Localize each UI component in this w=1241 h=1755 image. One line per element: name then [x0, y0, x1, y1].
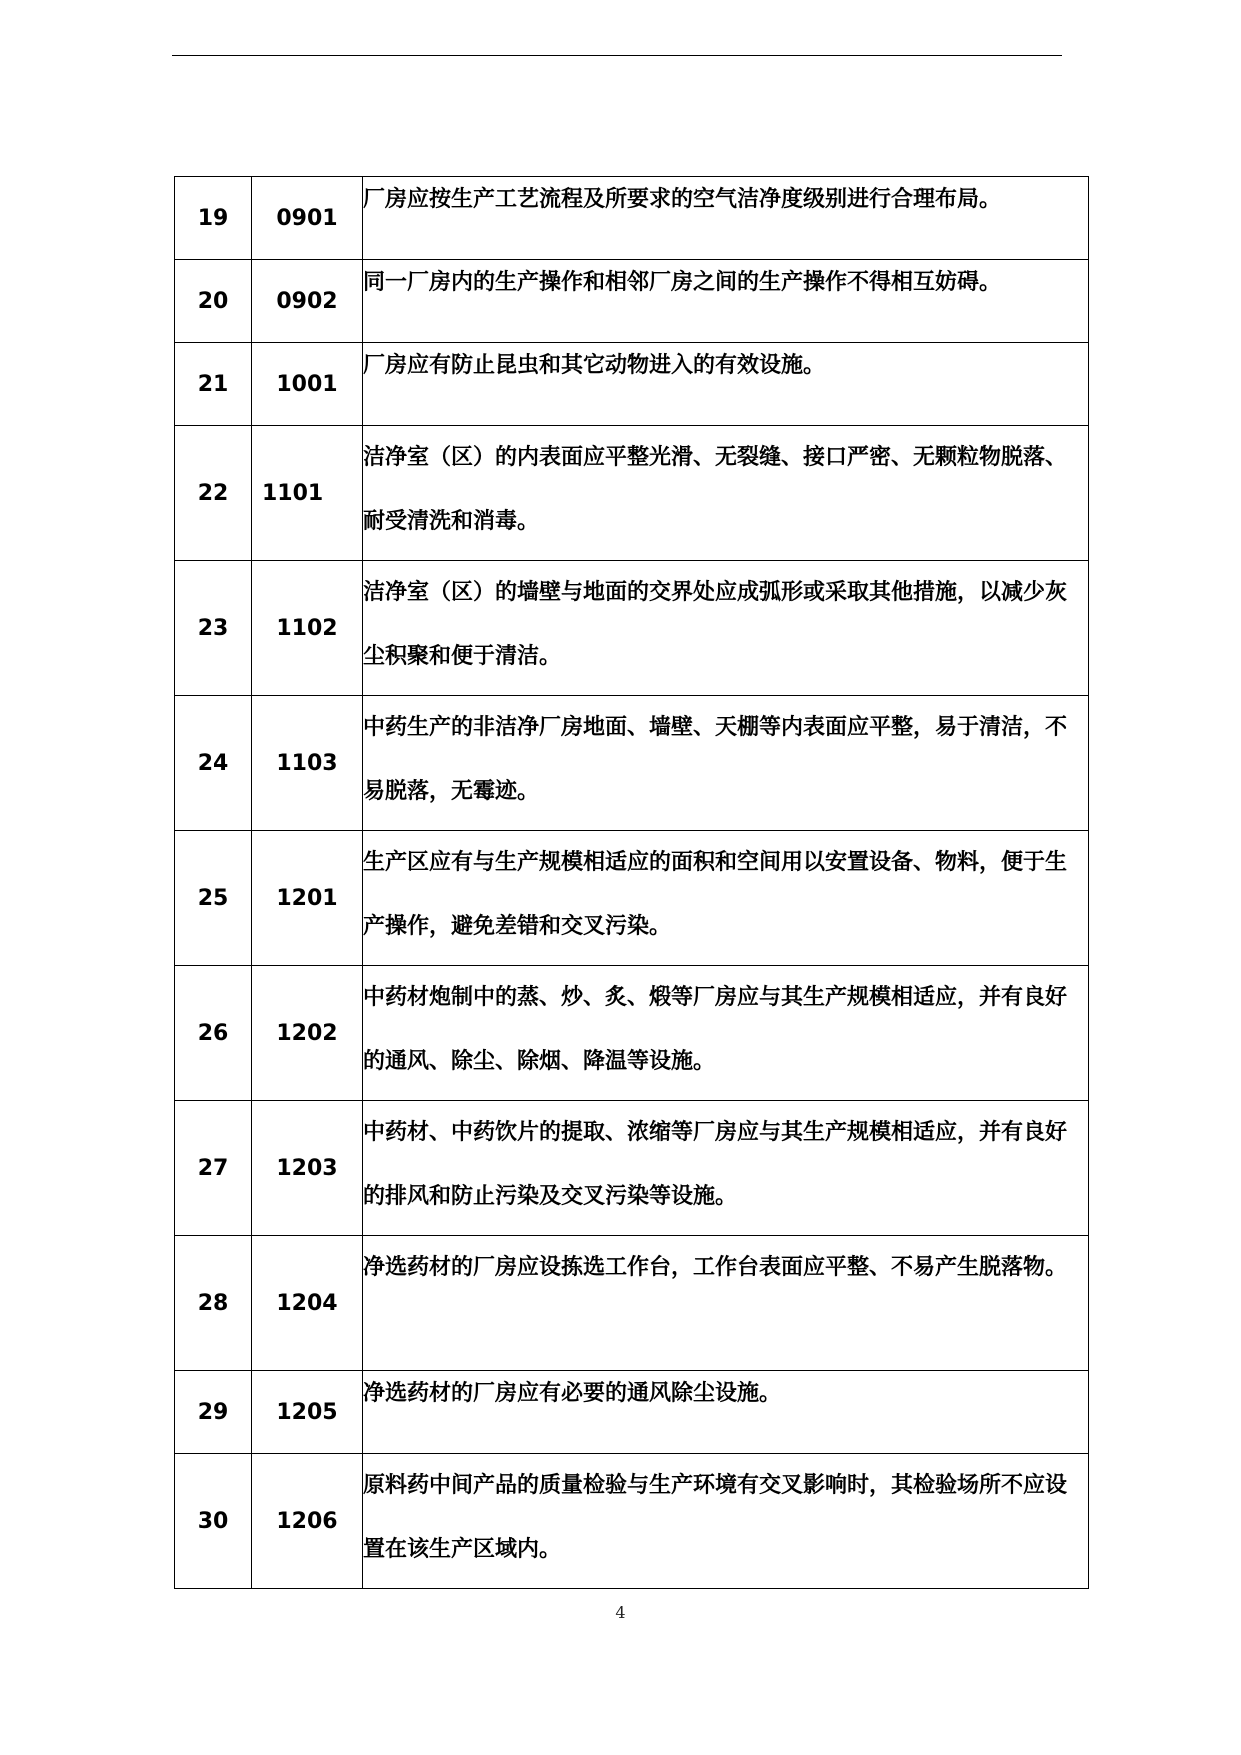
item-number: 21	[175, 343, 252, 426]
table-row	[175, 1371, 1089, 1454]
item-number: 19	[175, 177, 252, 260]
clause-code: 1204	[252, 1236, 363, 1371]
clause-text: 厂房应有防止昆虫和其它动物进入的有效设施。	[363, 343, 1089, 426]
table-row	[175, 966, 1089, 1101]
clause-text: 中药材、中药饮片的提取、浓缩等厂房应与其生产规模相适应，并有良好的排风和防止污染及交叉污染等设施。	[363, 1101, 1089, 1236]
item-number: 23	[175, 561, 252, 696]
clause-code: 1102	[252, 561, 363, 696]
clause-text: 原料药中间产品的质量检验与生产环境有交叉影响时，其检验场所不应设置在该生产区域内。	[363, 1454, 1089, 1589]
table-row	[175, 1236, 1089, 1371]
clause-text: 厂房应按生产工艺流程及所要求的空气洁净度级别进行合理布局。	[363, 177, 1089, 260]
clause-text: 中药生产的非洁净厂房地面、墙壁、天棚等内表面应平整，易于清洁，不易脱落，无霉迹。	[363, 696, 1089, 831]
page-number: 4	[615, 1603, 626, 1622]
item-number: 30	[175, 1454, 252, 1589]
item-number: 24	[175, 696, 252, 831]
table-row	[175, 260, 1089, 343]
table-row	[175, 343, 1089, 426]
table-row	[175, 831, 1089, 966]
item-number: 20	[175, 260, 252, 343]
item-number: 28	[175, 1236, 252, 1371]
clause-text: 生产区应有与生产规模相适应的面积和空间用以安置设备、物料，便于生产操作，避免差错和交叉污染。	[363, 831, 1089, 966]
table-row	[175, 696, 1089, 831]
item-number: 29	[175, 1371, 252, 1454]
clause-code: 0902	[252, 260, 363, 343]
item-number: 22	[175, 426, 252, 561]
clause-code: 1101	[252, 426, 363, 561]
table-row	[175, 177, 1089, 260]
table-row	[175, 1101, 1089, 1236]
inspection-items-table	[174, 176, 1089, 1589]
item-number: 25	[175, 831, 252, 966]
clause-text: 中药材炮制中的蒸、炒、炙、煅等厂房应与其生产规模相适应，并有良好的通风、除尘、除烟、降温等设施。	[363, 966, 1089, 1101]
clause-code: 1201	[252, 831, 363, 966]
clause-code: 1203	[252, 1101, 363, 1236]
header-rule	[172, 55, 1062, 56]
clause-text: 洁净室（区）的墙壁与地面的交界处应成弧形或采取其他措施，以减少灰尘积聚和便于清洁。	[363, 561, 1089, 696]
clause-text: 净选药材的厂房应设拣选工作台，工作台表面应平整、不易产生脱落物。	[363, 1236, 1089, 1371]
table-row	[175, 426, 1089, 561]
clause-code: 1103	[252, 696, 363, 831]
clause-code: 0901	[252, 177, 363, 260]
item-number: 27	[175, 1101, 252, 1236]
clause-code: 1206	[252, 1454, 363, 1589]
table-row	[175, 1454, 1089, 1589]
clause-text: 同一厂房内的生产操作和相邻厂房之间的生产操作不得相互妨碍。	[363, 260, 1089, 343]
clause-text: 洁净室（区）的内表面应平整光滑、无裂缝、接口严密、无颗粒物脱落、耐受清洗和消毒。	[363, 426, 1089, 561]
clause-code: 1001	[252, 343, 363, 426]
item-number: 26	[175, 966, 252, 1101]
clause-code: 1202	[252, 966, 363, 1101]
table-row	[175, 561, 1089, 696]
clause-text: 净选药材的厂房应有必要的通风除尘设施。	[363, 1371, 1089, 1454]
clause-code: 1205	[252, 1371, 363, 1454]
